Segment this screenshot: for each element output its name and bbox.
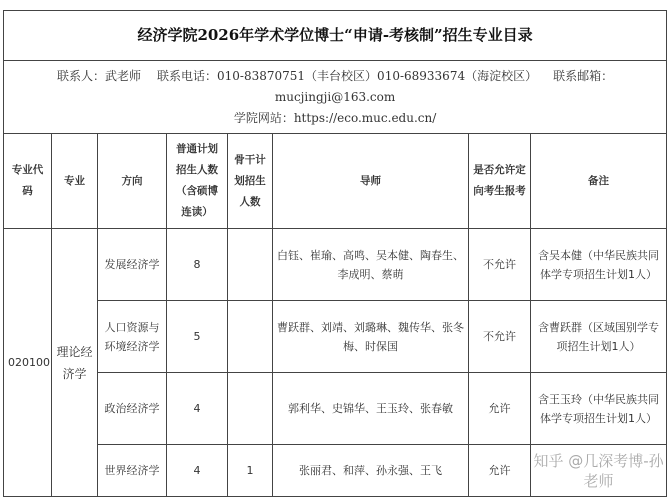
- page-title: 经济学院2026年学术学位博士“申请-考核制”招生专业目录: [4, 11, 667, 61]
- enrollment-catalog-table: [3, 10, 667, 497]
- directed-allowed: 不允许: [469, 229, 531, 301]
- advisors: 曹跃群、刘靖、刘璐琳、魏传华、张冬梅、时保国: [273, 301, 469, 373]
- note: 含吴本健（中华民族共同体学专项招生计划1人）: [531, 229, 667, 301]
- note: 含曹跃群（区域国别学专项招生计划1人）: [531, 301, 667, 373]
- backbone-count: [228, 301, 273, 373]
- contact-website: 学院网站：https://eco.muc.edu.cn/: [233, 110, 437, 125]
- general-count: 4: [167, 373, 228, 445]
- header-advisors: 导师: [273, 134, 469, 229]
- note: 含王玉玲（中华民族共同体学专项招生计划1人）: [531, 373, 667, 445]
- backbone-count: [228, 373, 273, 445]
- direction: 世界经济学: [98, 445, 167, 497]
- contact-phone: 联系电话：010-83870751（丰台校区）010-68933674（海淀校区）: [157, 68, 538, 83]
- direction: 政治经济学: [98, 373, 167, 445]
- contact-email-label: 联系邮箱：: [553, 68, 614, 83]
- header-note: 备注: [531, 134, 667, 229]
- header-direction: 方向: [98, 134, 167, 229]
- directed-allowed: 允许: [469, 373, 531, 445]
- contact-person: 联系人：武老师: [57, 68, 142, 83]
- directed-allowed: 允许: [469, 445, 531, 497]
- note-cell: [531, 445, 667, 497]
- watermark: 知乎 @几深考博-孙老师: [533, 451, 664, 490]
- directed-allowed: 不允许: [469, 301, 531, 373]
- header-general: 普通计划招生人数（含硕博连读）: [167, 134, 228, 229]
- backbone-count: 1: [228, 445, 273, 497]
- direction: 发展经济学: [98, 229, 167, 301]
- table-row: [4, 445, 667, 497]
- header-directed: 是否允许定向考生报考: [469, 134, 531, 229]
- general-count: 8: [167, 229, 228, 301]
- table-row: [4, 229, 667, 301]
- advisors: 郭利华、史锦华、王玉玲、张春敏: [273, 373, 469, 445]
- advisors: 张丽君、和萍、孙永强、王飞: [273, 445, 469, 497]
- direction: 人口资源与环境经济学: [98, 301, 167, 373]
- backbone-count: [228, 229, 273, 301]
- contact-email: mucjingji@163.com: [274, 89, 396, 104]
- table-row: [4, 301, 667, 373]
- table-header-row: [4, 134, 667, 229]
- header-code: 专业代码: [4, 134, 52, 229]
- general-count: 4: [167, 445, 228, 497]
- contact-info: [4, 61, 667, 134]
- major-name: 理论经济学: [52, 229, 98, 497]
- header-backbone: 骨干计划招生人数: [228, 134, 273, 229]
- advisors: 白钰、崔瑜、高鸣、吴本健、陶春生、李成明、蔡萌: [273, 229, 469, 301]
- header-major: 专业: [52, 134, 98, 229]
- table-row: [4, 373, 667, 445]
- general-count: 5: [167, 301, 228, 373]
- major-code: 020100: [4, 229, 52, 497]
